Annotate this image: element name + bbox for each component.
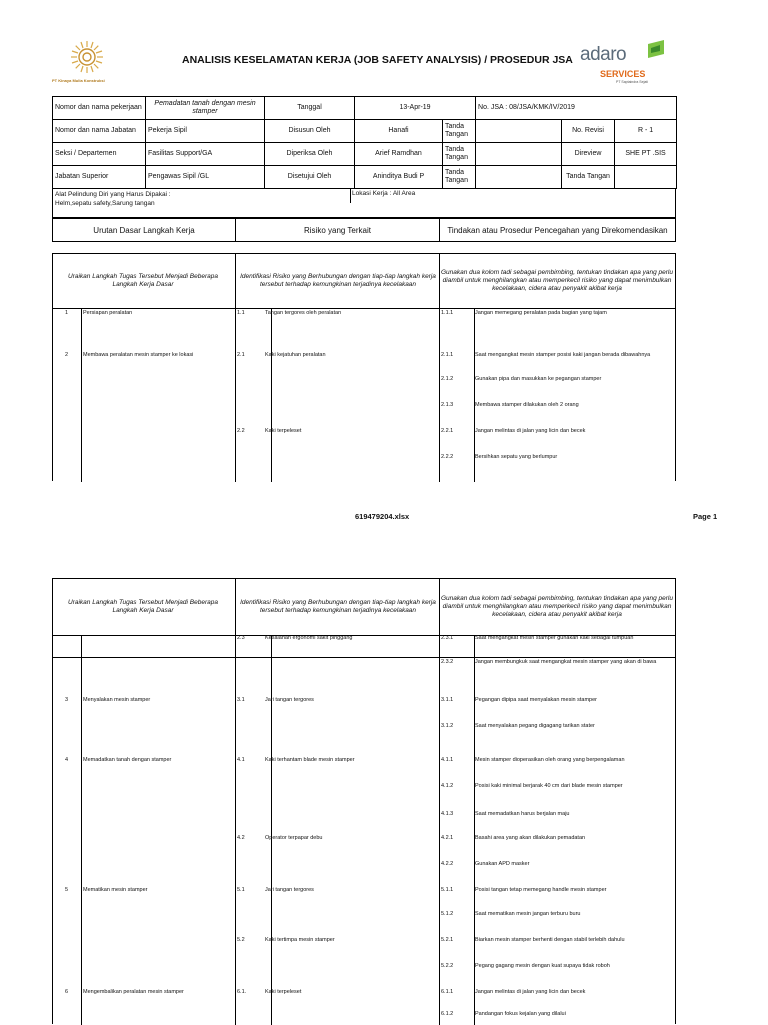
revision-label: No. Revisi xyxy=(562,120,615,143)
column-divider xyxy=(271,308,272,482)
action-text: Jangan memegang peralatan pada bagian yang tajam xyxy=(475,310,607,316)
action-text: Saat mengangkat mesin stamper posisi kaki jangan berada dibawahnya xyxy=(475,352,651,358)
signature-label: Tanda Tangan xyxy=(443,120,476,143)
approved-by-value: Aninditya Budi P xyxy=(355,166,443,189)
column-header-risks: Identifikasi Risiko yang Berhubungan dengan tiap-tiap langkah kerja tersebut terhadap kemungkinan terjadinya kecelakaan xyxy=(240,273,436,288)
section-headers xyxy=(52,218,676,242)
checked-by-label: Diperiksa Oleh xyxy=(265,143,355,166)
action-text: Jangan melintas di jalan yang licin dan becek xyxy=(475,428,586,434)
action-number: 4.1.3 xyxy=(441,811,454,817)
risk-number: 4.1 xyxy=(237,757,245,763)
date-value: 13-Apr-19 xyxy=(355,97,476,120)
action-number: 2.2.1 xyxy=(441,428,454,434)
action-number: 3.1.2 xyxy=(441,723,454,729)
section-steps: Urutan Dasar Langkah Kerja xyxy=(93,225,195,235)
action-number: 5.1.2 xyxy=(441,911,454,917)
action-text: Saat mematikan mesin jangan terburu buru xyxy=(475,911,581,917)
risk-text: Kesalahan ergonomi sakit pinggang xyxy=(265,635,353,641)
risk-text: Kaki terpeleset xyxy=(265,428,302,434)
superior-label: Jabatan Superior xyxy=(53,166,146,189)
action-number: 1.1.1 xyxy=(441,310,454,316)
column-divider xyxy=(271,635,272,1025)
risk-number: 4.2 xyxy=(237,835,245,841)
services-sub-label: PT Saptaindra Sejati xyxy=(616,80,649,84)
department-label: Seksi / Departemen xyxy=(53,143,146,166)
header-row xyxy=(53,166,677,189)
checked-by-value: Arief Ramdhan xyxy=(355,143,443,166)
sun-emblem-icon xyxy=(70,40,104,74)
job-name-label: Nomor dan nama pekerjaan xyxy=(53,97,146,120)
signature-label: Tanda Tangan xyxy=(443,166,476,189)
risk-number: 5.2 xyxy=(237,937,245,943)
step-text: Membawa peralatan mesin stamper ke lokasi xyxy=(83,352,194,358)
action-text: Pegang gagang mesin dengan kuat supaya tidak roboh xyxy=(475,963,610,969)
date-label: Tanggal xyxy=(265,97,355,120)
reviewed-label: Direview xyxy=(562,143,615,166)
action-text: Pandangan fokus kejalan yang dilalui xyxy=(475,1011,566,1017)
adaro-flag-icon xyxy=(646,40,666,62)
department-value: Fasilitas Support/GA xyxy=(146,143,265,166)
action-text: Jangan melintas di jalan yang licin dan becek xyxy=(475,989,586,995)
column-header-actions: Gunakan dua kolom tadi sebagai pembimbing, tentukan tindakan apa yang perlu diambil untuk menghilangkan atau memperkecil risiko yang dapat menimbulkan kecelakaan, cidera atau penyakit akibat kerja xyxy=(441,269,673,292)
services-label: SERVICES xyxy=(600,69,646,79)
ppe-label: Alat Pelindung Diri yang Harus Dipakai : xyxy=(55,191,171,198)
step-number: 3 xyxy=(65,697,69,703)
step-text: Mematikan mesin stamper xyxy=(83,887,148,893)
action-number: 5.1.1 xyxy=(441,887,454,893)
page-number: Page 1 xyxy=(693,512,718,521)
header-divider xyxy=(53,308,675,309)
risk-number: 2.3 xyxy=(237,635,245,641)
column-divider xyxy=(81,308,82,482)
action-number: 2.1.2 xyxy=(441,376,454,382)
risk-text: Tangan tergores oleh peralatan xyxy=(265,310,342,316)
risk-number: 3.1 xyxy=(237,697,245,703)
column-divider xyxy=(235,579,236,1025)
risk-number: 1.1 xyxy=(237,310,245,316)
header-row xyxy=(53,97,677,120)
work-location: Lokasi Kerja : All Area xyxy=(352,190,416,197)
action-text: Saat mengangkat mesin stamper gunakan kaki sebagai tumpuan xyxy=(475,635,634,641)
step-text: Memadatkan tanah dengan stamper xyxy=(83,757,172,763)
action-text: Bersihkan sepatu yang berlumpur xyxy=(475,454,558,460)
risk-text: Jari tangan tergores xyxy=(265,887,314,893)
document-title: ANALISIS KESELAMATAN KERJA (JOB SAFETY ANALYSIS) / PROSEDUR JSA xyxy=(182,54,573,66)
column-divider xyxy=(439,254,440,482)
step-text: Persiapan peralatan xyxy=(83,310,133,316)
ppe-box xyxy=(52,188,676,218)
column-header-actions: Gunakan dua kolom tadi sebagai pembimbing, tentukan tindakan apa yang perlu diambil untuk menghilangkan atau memperkecil risiko yang dapat menimbulkan kecelakaan, cidera atau penyakit akibat kerja xyxy=(441,595,673,618)
action-number: 5.2.1 xyxy=(441,937,454,943)
column-header-steps: Uraikan Langkah Tugas Tersebut Menjadi Beberapa Langkah Kerja Dasar xyxy=(68,273,218,288)
action-text: Membawa stamper dilakukan oleh 2 orang xyxy=(475,402,579,408)
action-number: 3.1.1 xyxy=(441,697,454,703)
action-number: 2.3.2 xyxy=(441,659,454,665)
step-number: 1 xyxy=(65,310,69,316)
risk-text: Kaki tertimpa mesin stamper xyxy=(265,937,335,943)
column-header-risks: Identifikasi Risiko yang Berhubungan dengan tiap-tiap langkah kerja tersebut terhadap kemungkinan terjadinya kecelakaan xyxy=(240,599,436,614)
action-number: 4.2.1 xyxy=(441,835,454,841)
section-actions: Tindakan atau Prosedur Pencegahan yang Direkomendasikan xyxy=(447,225,668,235)
action-number: 2.2.2 xyxy=(441,454,454,460)
column-divider xyxy=(439,579,440,1025)
action-text: Saat memadatkan harus berjalan maju xyxy=(475,811,570,817)
row-divider xyxy=(53,657,675,658)
approved-by-label: Disetujui Oleh xyxy=(265,166,355,189)
section-risks: Risiko yang Terkait xyxy=(304,225,371,235)
prepared-by-label: Disusun Oleh xyxy=(265,120,355,143)
action-number: 2.3.1 xyxy=(441,635,454,641)
risk-number: 5.1 xyxy=(237,887,245,893)
column-divider xyxy=(235,254,236,482)
action-text: Posisi kaki minimal berjarak 40 cm dari blade mesin stamper xyxy=(475,783,623,789)
divider xyxy=(350,188,351,203)
adaro-wordmark: adaro xyxy=(580,44,627,65)
column-header-steps: Uraikan Langkah Tugas Tersebut Menjadi Beberapa Langkah Kerja Dasar xyxy=(68,599,218,614)
step-text: Menyalakan mesin stamper xyxy=(83,697,151,703)
jsa-table-page-2 xyxy=(52,578,676,1024)
action-number: 6.1.1 xyxy=(441,989,454,995)
signature-value xyxy=(615,166,677,189)
header-table xyxy=(52,96,677,189)
signature-label: Tanda Tangan xyxy=(443,143,476,166)
risk-text: Kaki terpeleset xyxy=(265,989,302,995)
reviewed-value: SHE PT .SIS xyxy=(615,143,677,166)
revision-value: R - 1 xyxy=(615,120,677,143)
step-number: 2 xyxy=(65,352,69,358)
action-text: Saat menyalakan pegang digagang tarikan stater xyxy=(475,723,595,729)
company-logo-right xyxy=(580,40,670,90)
step-number: 6 xyxy=(65,989,69,995)
action-number: 6.1.2 xyxy=(441,1011,454,1017)
jsa-number: No. JSA : 08/JSA/KMK/IV/2019 xyxy=(476,97,677,120)
file-name: 619479204.xlsx xyxy=(355,512,410,521)
risk-number: 6.1. xyxy=(237,989,247,995)
action-number: 4.2.2 xyxy=(441,861,454,867)
risk-text: Kaki kejatuhan peralatan xyxy=(265,352,326,358)
risk-number: 2.1 xyxy=(237,352,245,358)
action-text: Posisi tangan tetap memegang handle mesin stamper xyxy=(475,887,607,893)
ppe-value: Helm,sepatu safety,Sarung tangan xyxy=(55,200,155,207)
jsa-table-page-1 xyxy=(52,253,676,481)
column-divider xyxy=(81,635,82,1025)
action-text: Pegangan dipipa saat menyalakan mesin stamper xyxy=(475,697,597,703)
position-value: Pekerja Sipil xyxy=(146,120,265,143)
step-number: 4 xyxy=(65,757,69,763)
action-text: Gunakan APD masker xyxy=(475,861,530,867)
company-logo-left xyxy=(52,40,152,90)
action-number: 2.1.3 xyxy=(441,402,454,408)
header-row xyxy=(53,143,677,166)
action-number: 4.1.1 xyxy=(441,757,454,763)
left-logo-caption: PT Kinaya Mulia Konstruksi xyxy=(52,78,105,83)
prepared-by-value: Hanafi xyxy=(355,120,443,143)
header-row xyxy=(53,120,677,143)
action-text: Biarkan mesin stamper berhenti dengan stabil terlebih dahulu xyxy=(475,937,625,943)
risk-text: Kaki terhantam blade mesin stamper xyxy=(265,757,355,763)
step-number: 5 xyxy=(65,887,69,893)
superior-value: Pengawas Sipil /GL xyxy=(146,166,265,189)
position-label: Nomor dan nama Jabatan xyxy=(53,120,146,143)
job-name-value: Pemadatan tanah dengan mesin stamper xyxy=(146,97,265,120)
risk-number: 2.2 xyxy=(237,428,245,434)
signature-label-2: Tanda Tangan xyxy=(562,166,615,189)
action-number: 5.2.2 xyxy=(441,963,454,969)
action-text: Basahi area yang akan dilakukan pemadatan xyxy=(475,835,586,841)
action-text: Gunakan pipa dan masukkan ke pegangan stamper xyxy=(475,376,602,382)
action-text: Mesin stamper dioperasikan oleh orang yang berpengalaman xyxy=(475,757,625,763)
action-text: Jangan membungkuk saat mengangkat mesin stamper yang akan di bawa xyxy=(475,659,657,665)
action-number: 4.1.2 xyxy=(441,783,454,789)
action-number: 2.1.1 xyxy=(441,352,454,358)
risk-text: Jari tangan tergores xyxy=(265,697,314,703)
risk-text: Operator terpapar debu xyxy=(265,835,323,841)
step-text: Mengembalikan peralatan mesin stamper xyxy=(83,989,184,995)
